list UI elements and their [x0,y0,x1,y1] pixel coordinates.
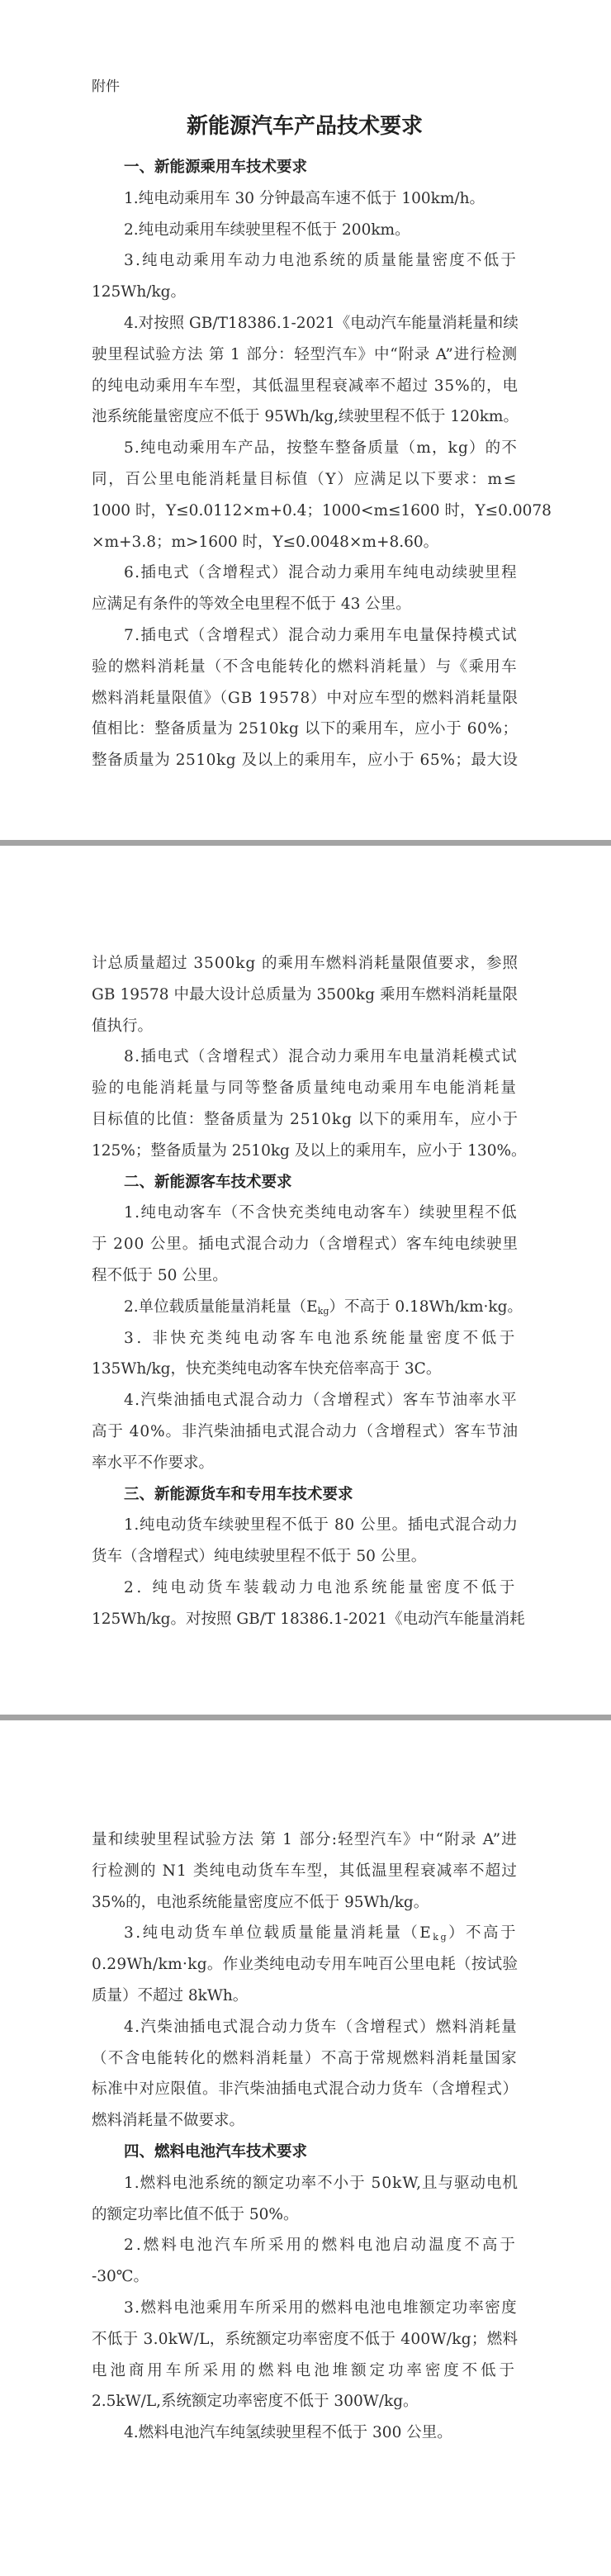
paragraph-line [92,464,518,496]
paragraph [92,308,518,433]
line-text: 电池商用车所采用的燃料电池堆额定功率密度不低于 [92,2361,518,2379]
paragraph-line [92,1354,518,1385]
paragraph-line [92,339,518,371]
paragraph-line [92,948,518,980]
page-body [92,152,552,776]
paragraph-line [92,1323,518,1354]
line-text: 质量）不超过 8kWh。 [92,1986,249,2004]
line-text: 行检测的 N1 类纯电动货车车型，其低温里程衰减率不超过 [92,1862,518,1880]
line-text: 一、新能源乘用车技术要求 [124,159,308,176]
line-text: 5.纯电动乘用车产品，按整车整备质量（m，kg）的不 [124,439,518,458]
paragraph-line [92,1292,523,1323]
line-text: 4.燃料电池汽车纯氢续驶里程不低于 300 公里。 [124,2424,452,2442]
paragraph [92,1510,518,1573]
paragraph [92,2230,518,2293]
paragraph [92,1573,525,1635]
line-text: 1.纯电动货车续驶里程不低于 80 公里。插电式混合动力 [124,1516,519,1535]
paragraph-line [92,1541,518,1573]
attachment-label: 附件 [92,78,120,95]
line-text: 135Wh/kg，快充类纯电动客车快充倍率高于 3C。 [92,1360,442,1378]
subscript: kg [317,1305,329,1316]
paragraph-line [92,2074,518,2105]
line-text: 1.燃料电池系统的额定功率不小于 50kW,且与驱动电机 [124,2174,519,2192]
section-heading-text [92,152,518,183]
paragraph [92,215,518,246]
section-heading [92,152,518,183]
paragraph-line [92,1981,518,2012]
text-segment: 3.纯电动货车单位载质量能量消耗量（E [124,1924,433,1943]
paragraph-line [92,2230,518,2261]
paragraph-line [92,1041,518,1073]
paragraph-line [92,371,518,402]
paragraph-line [92,683,518,714]
paragraph-line [92,2355,518,2387]
line-text: 4.汽柴油插电式混合动力货车（含增程式）燃料消耗量 [124,2018,518,2036]
line-text: 燃料消耗量限值》（GB 19578）中对应车型的燃料消耗量限 [92,689,519,707]
paragraph-line [92,1198,518,1229]
paragraph-line [92,1136,527,1167]
paragraph [92,1385,518,1478]
paragraph-line [92,980,518,1011]
line-text: 的额定功率比值不低于 50%。 [92,2205,299,2223]
paragraph-line [92,1887,518,1919]
paragraph-line [92,1011,518,1042]
paragraph-line [92,557,518,589]
line-text: 1000 时，Y≤0.0112×m+0.4；1000<m≤1600 时，Y≤0.0078 [92,501,552,519]
line-text: （不含电能转化的燃料消耗量）不高于常规燃料消耗量国家 [92,2049,518,2067]
line-text: 率水平不作要求。 [92,1454,215,1472]
line-text: 量和续驶里程试验方法 第 1 部分:轻型汽车》中“附录 A”进 [92,1831,518,1848]
paragraph-line [92,1949,518,1981]
text-segment: 2.单位载质量能量消耗量（E [124,1297,318,1316]
paragraph [92,2168,518,2231]
line-text: 2.燃料电池汽车所采用的燃料电池启动温度不高于 [124,2237,518,2255]
paragraph-line [92,652,518,683]
paragraph [92,2012,518,2137]
paragraph-line [92,1104,518,1136]
line-text: 3. 非快充类纯电动客车电池系统能量密度不低于 [124,1329,518,1347]
paragraph-line [92,1260,518,1292]
paragraph-line [92,401,518,433]
line-text: GB 19578 中最大设计总质量为 3500kg 乘用车燃料消耗量限 [92,985,519,1003]
paragraph-line [92,183,518,215]
paragraph-line [92,714,518,745]
text-segment: ）不高于 [448,1924,518,1943]
line-text: 应满足有条件的等效全电里程不低于 43 公里。 [92,595,411,614]
paragraph-line [92,2417,518,2449]
paragraph-line [92,745,518,776]
page-body [92,1824,518,2449]
line-text: 驶里程试验方法 第 1 部分：轻型汽车》中“附录 A”进行检测 [92,345,518,363]
paragraph-line [92,1385,518,1416]
paragraph-line [92,1448,518,1479]
line-text: 目标值的比值：整备质量为 2510kg 以下的乘用车，应小于 [92,1110,519,1128]
line-text: 标准中对应限值。非汽柴油插电式混合动力货车（含增程式） [92,2080,519,2099]
line-text: 燃料消耗量不做要求。 [92,2112,245,2130]
line-text: 同，百公里电能消耗量目标值（Y）应满足以下要求：m≤ [92,470,518,488]
paragraph-line [92,620,518,652]
paragraph [92,620,518,776]
line-text: 于 200 公里。插电式混合动力（含增程式）客车纯电续驶里 [92,1236,519,1254]
line-text: 8.插电式（含增程式）混合动力乘用车电量消耗模式试 [124,1048,518,1066]
text-segment: ）不高于 0.18Wh/km·kg。 [329,1297,523,1316]
paragraph-line [92,2293,518,2324]
line-text: 6.插电式（含增程式）混合动力乘用车纯电动续驶里程 [124,564,518,582]
line-text: 125Wh/kg。 [92,283,187,301]
paragraph-line [92,1229,518,1260]
line-text: 3.燃料电池乘用车所采用的燃料电池电堆额定功率密度 [124,2298,518,2317]
line-text: 验的电能消耗量与同等整备质量纯电动乘用车电能消耗量 [92,1079,518,1098]
paragraph-line [92,589,518,620]
paragraph-line [92,1604,525,1635]
line-text: 3.纯电动乘用车动力电池系统的质量能量密度不低于 [124,252,518,270]
paragraph-line [92,2324,518,2355]
paragraph-line [92,2199,518,2231]
line-text: 1.纯电动乘用车 30 分钟最高车速不低于 100km/h。 [124,189,485,207]
page [0,846,611,1715]
paragraph [92,2417,518,2449]
line-text: -30℃。 [92,2268,149,2286]
paragraph-line [92,1824,518,1856]
paragraph [92,2293,518,2417]
line-text: 货车（含增程式）纯电续驶里程不低于 50 公里。 [92,1548,427,1566]
paragraph-line [92,433,518,464]
paragraph-line [92,527,518,558]
paragraph [92,1323,518,1386]
line-text: 4.对按照 GB/T18386.1-2021《电动汽车能量消耗量和续 [124,314,519,332]
paragraph [92,183,518,215]
paragraph [92,433,552,557]
line-text: 125Wh/kg。对按照 GB/T 18386.1-2021《电动汽车能量消耗 [92,1610,525,1628]
paragraph-line [92,2386,518,2417]
line-text: 7.插电式（含增程式）混合动力乘用车电量保持模式试 [124,626,518,644]
line-text: ×m+3.8；m>1600 时，Y≤0.0048×m+8.60。 [92,533,439,551]
line-text: 2. 纯电动货车装载动力电池系统能量密度不低于 [124,1578,518,1596]
paragraph [92,1824,518,1918]
section-heading [92,1167,518,1198]
paragraph [92,1041,527,1166]
paragraph-line [92,2012,518,2043]
paragraph-line [92,1416,518,1448]
paragraph [92,1292,523,1323]
paragraph-line [92,1918,518,1949]
paragraph [92,948,518,1041]
line-text: 2.5kW/L,系统额定功率密度不低于 300W/kg。 [92,2393,419,2411]
line-text: 高于 40%。非汽柴油插电式混合动力（含增程式）客车节油 [92,1422,519,1440]
line-text: 四、燃料电池汽车技术要求 [124,2142,308,2161]
line-text: 二、新能源客车技术要求 [124,1173,292,1191]
line-text: 2.纯电动乘用车续驶里程不低于 200km。 [124,221,410,239]
paragraph-line [92,1573,518,1604]
paragraph-line [92,2261,518,2293]
line-text: 计总质量超过 3500kg 的乘用车燃料消耗量限值要求，参照 [92,955,519,972]
paragraph [92,245,518,308]
line-text: 程不低于 50 公里。 [92,1266,228,1284]
paragraph-line [92,1073,518,1104]
line-text: 1.纯电动客车（不含快充类纯电动客车）续驶里程不低 [124,1204,518,1222]
line-text: 125%；整备质量为 2510kg 及以上的乘用车，应小于 130%。 [92,1141,527,1160]
paragraph-line [92,496,552,527]
line-text: 三、新能源货车和专用车技术要求 [124,1485,353,1503]
line-text: 35%的，电池系统能量密度应不低于 95Wh/kg。 [92,1893,429,1911]
page [0,1720,611,2576]
document-title: 新能源汽车产品技术要求 [186,114,423,139]
line-text: 0.29Wh/km·kg。作业类纯电动专用车吨百公里电耗（按试验 [92,1956,519,1974]
paragraph-line [92,245,518,277]
line-text: 值执行。 [92,1017,154,1035]
page-body [92,948,527,1635]
subscript: kg [433,1932,449,1943]
section-heading-text [92,1167,518,1198]
paragraph-line [92,1856,518,1887]
paragraph [92,1198,518,1291]
line-text [124,1918,518,1949]
paragraph-line [92,308,518,339]
paragraph-line [92,215,518,246]
section-heading [92,1479,518,1511]
page [0,0,611,840]
paragraph [92,557,518,620]
paragraph-line [92,2105,518,2137]
section-heading [92,2137,518,2168]
line-text: 4.汽柴油插电式混合动力（含增程式）客车节油率水平 [124,1392,518,1410]
page-separator [0,1715,611,1720]
section-heading-text [92,2137,518,2168]
line-text [124,1292,523,1323]
paragraph-line [92,2043,518,2075]
paragraph-line [92,2168,518,2199]
section-heading-text [92,1479,518,1511]
line-text: 验的燃料消耗量（不含电能转化的燃料消耗量）与《乘用车 [92,657,518,676]
paragraph [92,1918,518,2011]
line-text: 的纯电动乘用车车型，其低温里程衰减率不超过 35%的，电 [92,377,519,395]
paragraph-line [92,277,518,308]
page-separator [0,840,611,846]
line-text: 整备质量为 2510kg 及以上的乘用车，应小于 65%；最大设 [92,752,519,770]
line-text: 值相比：整备质量为 2510kg 以下的乘用车，应小于 60%； [92,720,519,738]
paragraph-line [92,1510,518,1541]
line-text: 池系统能量密度应不低于 95Wh/kg,续驶里程不低于 120km。 [92,408,519,426]
line-text: 不低于 3.0kW/L，系统额定功率密度不低于 400W/kg；燃料 [92,2330,519,2348]
